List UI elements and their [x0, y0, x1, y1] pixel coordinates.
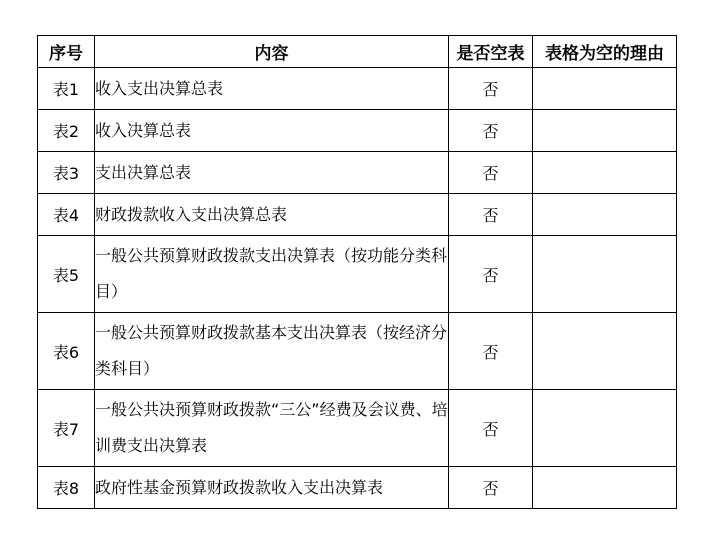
- row-reason: [533, 110, 677, 152]
- row-is-empty: 否: [449, 110, 533, 152]
- row-no: 表8: [38, 467, 95, 509]
- row-reason: [533, 313, 677, 390]
- row-is-empty: 否: [449, 390, 533, 467]
- table-row: [38, 152, 677, 194]
- table-row: [38, 110, 677, 152]
- row-content: 收入决算总表: [95, 110, 449, 152]
- header-reason: 表格为空的理由: [533, 36, 677, 68]
- table-row: [38, 467, 677, 509]
- row-content: 收入支出决算总表: [95, 68, 449, 110]
- header-row: [38, 36, 677, 68]
- row-is-empty: 否: [449, 194, 533, 236]
- row-is-empty: 否: [449, 313, 533, 390]
- row-no: 表1: [38, 68, 95, 110]
- row-reason: [533, 152, 677, 194]
- row-no: 表4: [38, 194, 95, 236]
- header-no: 序号: [38, 36, 95, 68]
- row-is-empty: 否: [449, 467, 533, 509]
- header-is-empty: 是否空表: [449, 36, 533, 68]
- header-content: 内容: [95, 36, 449, 68]
- table-row: [38, 236, 677, 313]
- row-content: 一般公共预算财政拨款支出决算表（按功能分类科目）: [95, 236, 449, 313]
- report-table: [37, 35, 677, 509]
- row-reason: [533, 68, 677, 110]
- row-no: 表2: [38, 110, 95, 152]
- table-row: [38, 68, 677, 110]
- row-no: 表3: [38, 152, 95, 194]
- row-is-empty: 否: [449, 236, 533, 313]
- row-reason: [533, 467, 677, 509]
- row-content: 财政拨款收入支出决算总表: [95, 194, 449, 236]
- table-row: [38, 194, 677, 236]
- row-no: 表7: [38, 390, 95, 467]
- row-is-empty: 否: [449, 68, 533, 110]
- row-content: 一般公共预算财政拨款基本支出决算表（按经济分类科目）: [95, 313, 449, 390]
- row-reason: [533, 236, 677, 313]
- row-reason: [533, 390, 677, 467]
- row-content: 政府性基金预算财政拨款收入支出决算表: [95, 467, 449, 509]
- table-row: [38, 390, 677, 467]
- row-is-empty: 否: [449, 152, 533, 194]
- table-row: [38, 313, 677, 390]
- row-content: 一般公共决预算财政拨款“三公”经费及会议费、培训费支出决算表: [95, 390, 449, 467]
- row-no: 表6: [38, 313, 95, 390]
- row-reason: [533, 194, 677, 236]
- row-content: 支出决算总表: [95, 152, 449, 194]
- row-no: 表5: [38, 236, 95, 313]
